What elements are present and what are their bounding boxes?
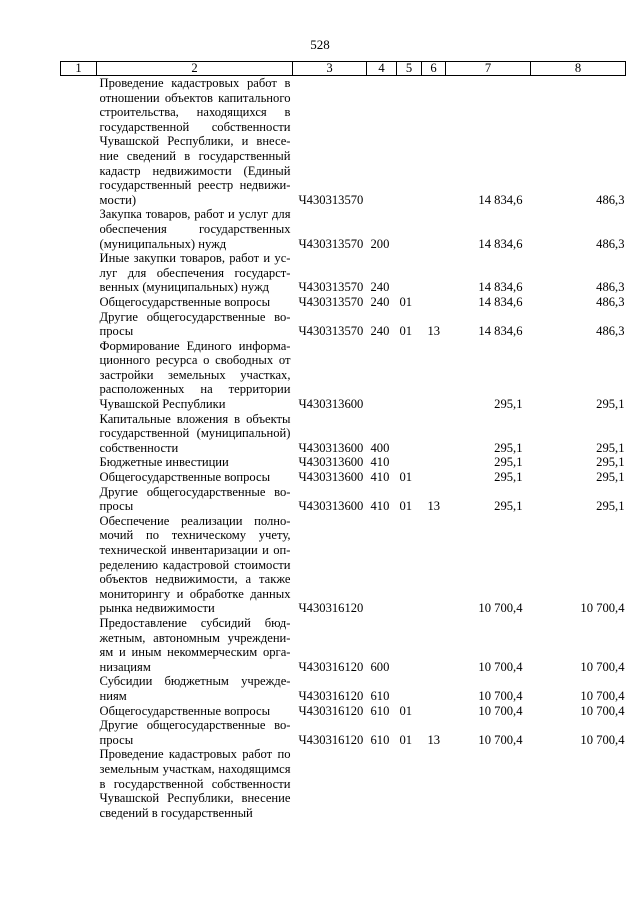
row-name: Проведение кадастровых работ в отношении объектов капитального строительства, находящихся в государственной собственности Чувашской Республики, и внесение сведений в государственный кадастр недвижимости (Единый государственный реестр недвижимости) xyxy=(99,76,291,207)
row-expense-type: 400 xyxy=(370,440,390,455)
row-subsection xyxy=(422,674,446,703)
row-blank-cell xyxy=(61,747,97,820)
row-blank-cell xyxy=(61,470,97,485)
row-expense-type: 410 xyxy=(370,455,390,470)
row-amount-2: 10 700,4 xyxy=(580,688,625,703)
row-expense-type: 410 xyxy=(370,470,390,485)
table-row xyxy=(61,747,626,820)
row-section xyxy=(397,674,422,703)
row-expense-type xyxy=(367,514,397,616)
row-subsection xyxy=(422,207,446,251)
row-expense-type: 610 xyxy=(370,688,390,703)
row-blank-cell xyxy=(61,616,97,674)
row-subsection: 13 xyxy=(427,499,441,514)
row-amount-1: 14 834,6 xyxy=(478,294,523,309)
header-col-4: 4 xyxy=(367,62,397,76)
row-amount-2: 10 700,4 xyxy=(580,601,625,616)
row-name: Другие общегосударственные вопросы xyxy=(99,718,291,747)
row-section: 01 xyxy=(399,294,413,309)
row-blank-cell xyxy=(61,412,97,456)
row-amount-2: 295,1 xyxy=(596,470,625,485)
row-section: 01 xyxy=(399,703,413,718)
header-col-5: 5 xyxy=(397,62,422,76)
row-expense-type: 610 xyxy=(370,703,390,718)
row-name: Формирование Единого информационного ресурса о свободных от застройки земельных участках, расположенных на территории Чувашской Республики xyxy=(99,338,291,412)
row-amount-1: 295,1 xyxy=(494,397,523,412)
row-amount-1 xyxy=(446,747,531,820)
row-target-code: Ч430316120 xyxy=(298,732,364,747)
row-section: 01 xyxy=(399,732,413,747)
row-amount-1: 10 700,4 xyxy=(478,601,523,616)
row-subsection xyxy=(422,514,446,616)
row-amount-2: 486,3 xyxy=(596,192,625,207)
row-subsection xyxy=(422,339,446,412)
row-section: 01 xyxy=(399,324,413,339)
row-amount-2: 486,3 xyxy=(596,294,625,309)
row-amount-2: 295,1 xyxy=(596,440,625,455)
row-amount-2: 295,1 xyxy=(596,499,625,514)
row-amount-2: 486,3 xyxy=(596,280,625,295)
header-col-6: 6 xyxy=(422,62,446,76)
table-row xyxy=(61,310,626,339)
row-blank-cell xyxy=(61,704,97,719)
row-target-code: Ч430313570 xyxy=(298,280,364,295)
row-amount-1: 295,1 xyxy=(494,440,523,455)
row-name: Иные закупки товаров, работ и услуг для обеспечения государственных (муниципальных) нужд xyxy=(99,251,291,295)
row-name: Общегосударственные вопросы xyxy=(99,470,271,485)
row-amount-1: 14 834,6 xyxy=(478,280,523,295)
row-subsection xyxy=(422,704,446,719)
row-expense-type: 240 xyxy=(370,280,390,295)
header-col-1: 1 xyxy=(61,62,97,76)
row-section: 01 xyxy=(399,470,413,485)
row-blank-cell xyxy=(61,718,97,747)
row-amount-1: 295,1 xyxy=(494,455,523,470)
row-amount-2 xyxy=(531,747,626,820)
table-row xyxy=(61,616,626,674)
table-row xyxy=(61,674,626,703)
row-expense-type: 240 xyxy=(370,294,390,309)
row-target-code: Ч430313600 xyxy=(298,397,364,412)
row-amount-2: 10 700,4 xyxy=(580,732,625,747)
row-blank-cell xyxy=(61,485,97,514)
table-row xyxy=(61,76,626,208)
table-row xyxy=(61,455,626,470)
table-row xyxy=(61,251,626,295)
row-amount-1: 14 834,6 xyxy=(478,192,523,207)
row-section xyxy=(397,251,422,295)
row-amount-1: 10 700,4 xyxy=(478,659,523,674)
row-target-code: Ч430313570 xyxy=(298,236,364,251)
row-name: Другие общегосударственные вопросы xyxy=(99,484,291,514)
row-amount-2: 10 700,4 xyxy=(580,703,625,718)
row-subsection xyxy=(422,747,446,820)
row-target-code: Ч430316120 xyxy=(298,601,364,616)
table-row xyxy=(61,412,626,456)
header-col-3: 3 xyxy=(293,62,367,76)
row-expense-type: 610 xyxy=(370,732,390,747)
row-amount-1: 10 700,4 xyxy=(478,732,523,747)
row-section xyxy=(397,616,422,674)
row-expense-type: 240 xyxy=(370,324,390,339)
table-row xyxy=(61,514,626,616)
row-subsection xyxy=(422,295,446,310)
table-row xyxy=(61,470,626,485)
row-target-code: Ч430313570 xyxy=(298,294,364,309)
row-blank-cell xyxy=(61,207,97,251)
row-section xyxy=(397,339,422,412)
row-blank-cell xyxy=(61,674,97,703)
row-name: Общегосударственные вопросы xyxy=(99,703,271,718)
table-row xyxy=(61,718,626,747)
row-target-code: Ч430313600 xyxy=(298,440,364,455)
row-amount-1: 14 834,6 xyxy=(478,236,523,251)
row-name: Закупка товаров, работ и услуг для обеспечения государственных (муниципальных) нужд xyxy=(99,207,291,251)
table-row xyxy=(61,485,626,514)
row-amount-1: 14 834,6 xyxy=(478,324,523,339)
row-amount-2: 295,1 xyxy=(596,455,625,470)
row-name: Обеспечение реализации полномочий по техническому учету, технической инвентаризации и определению кадастровой стоимости объектов недвижимости, а также мониторингу и обработке данных рынка недвижимости xyxy=(99,513,291,616)
row-name: Проведение кадастровых работ по земельным участкам, находящимся в государственной собственности Чувашской Республики, внесение сведений в государственный xyxy=(99,747,291,820)
row-section: 01 xyxy=(399,499,413,514)
row-blank-cell xyxy=(61,251,97,295)
row-target-code: Ч430316120 xyxy=(298,659,364,674)
row-expense-type: 200 xyxy=(370,236,390,251)
row-target-code: Ч430313570 xyxy=(298,324,364,339)
row-amount-1: 295,1 xyxy=(494,499,523,514)
row-blank-cell xyxy=(61,455,97,470)
row-subsection xyxy=(422,76,446,208)
table-header xyxy=(61,62,626,76)
row-name: Капитальные вложения в объекты государственной (муниципальной) собственности xyxy=(99,411,291,455)
row-section xyxy=(397,207,422,251)
table-row xyxy=(61,295,626,310)
row-expense-type xyxy=(367,339,397,412)
row-target-code: Ч430316120 xyxy=(298,703,364,718)
row-blank-cell xyxy=(61,514,97,616)
row-blank-cell xyxy=(61,310,97,339)
row-amount-1: 10 700,4 xyxy=(478,688,523,703)
table-body xyxy=(61,76,626,821)
row-target-code: Ч430313600 xyxy=(298,499,364,514)
row-section xyxy=(397,412,422,456)
row-target-code: Ч430316120 xyxy=(298,688,364,703)
row-section xyxy=(397,747,422,820)
row-target-code: Ч430313600 xyxy=(298,470,364,485)
row-blank-cell xyxy=(61,339,97,412)
row-amount-2: 295,1 xyxy=(596,397,625,412)
table-row xyxy=(61,339,626,412)
page-number: 528 xyxy=(310,37,330,52)
row-name: Предоставление субсидий бюджетным, автономным учреждениям и иным некоммерческим организациям xyxy=(99,615,291,674)
row-amount-1: 295,1 xyxy=(494,470,523,485)
row-subsection xyxy=(422,470,446,485)
row-subsection xyxy=(422,412,446,456)
row-expense-type xyxy=(367,76,397,208)
row-subsection: 13 xyxy=(427,324,441,339)
table-row xyxy=(61,704,626,719)
table-row xyxy=(61,207,626,251)
row-subsection: 13 xyxy=(427,732,441,747)
row-subsection xyxy=(422,455,446,470)
row-target-code xyxy=(293,747,367,820)
row-subsection xyxy=(422,616,446,674)
header-row xyxy=(61,62,626,76)
row-section xyxy=(397,76,422,208)
row-name: Бюджетные инвестиции xyxy=(99,455,229,470)
row-section xyxy=(397,514,422,616)
header-col-8: 8 xyxy=(531,62,626,76)
row-name: Общегосударственные вопросы xyxy=(99,294,271,309)
row-expense-type xyxy=(367,747,397,820)
row-name: Субсидии бюджетным учреждениям xyxy=(99,674,291,703)
budget-table xyxy=(60,61,626,820)
row-section xyxy=(397,455,422,470)
row-blank-cell xyxy=(61,295,97,310)
row-name: Другие общегосударственные вопросы xyxy=(99,309,291,339)
row-amount-1: 10 700,4 xyxy=(478,703,523,718)
row-blank-cell xyxy=(61,76,97,208)
row-amount-2: 486,3 xyxy=(596,324,625,339)
row-amount-2: 486,3 xyxy=(596,236,625,251)
row-expense-type: 410 xyxy=(370,499,390,514)
row-expense-type: 600 xyxy=(370,659,390,674)
header-col-7: 7 xyxy=(446,62,531,76)
row-target-code: Ч430313570 xyxy=(298,192,364,207)
row-amount-2: 10 700,4 xyxy=(580,659,625,674)
row-target-code: Ч430313600 xyxy=(298,455,364,470)
header-col-2: 2 xyxy=(97,62,293,76)
row-subsection xyxy=(422,251,446,295)
